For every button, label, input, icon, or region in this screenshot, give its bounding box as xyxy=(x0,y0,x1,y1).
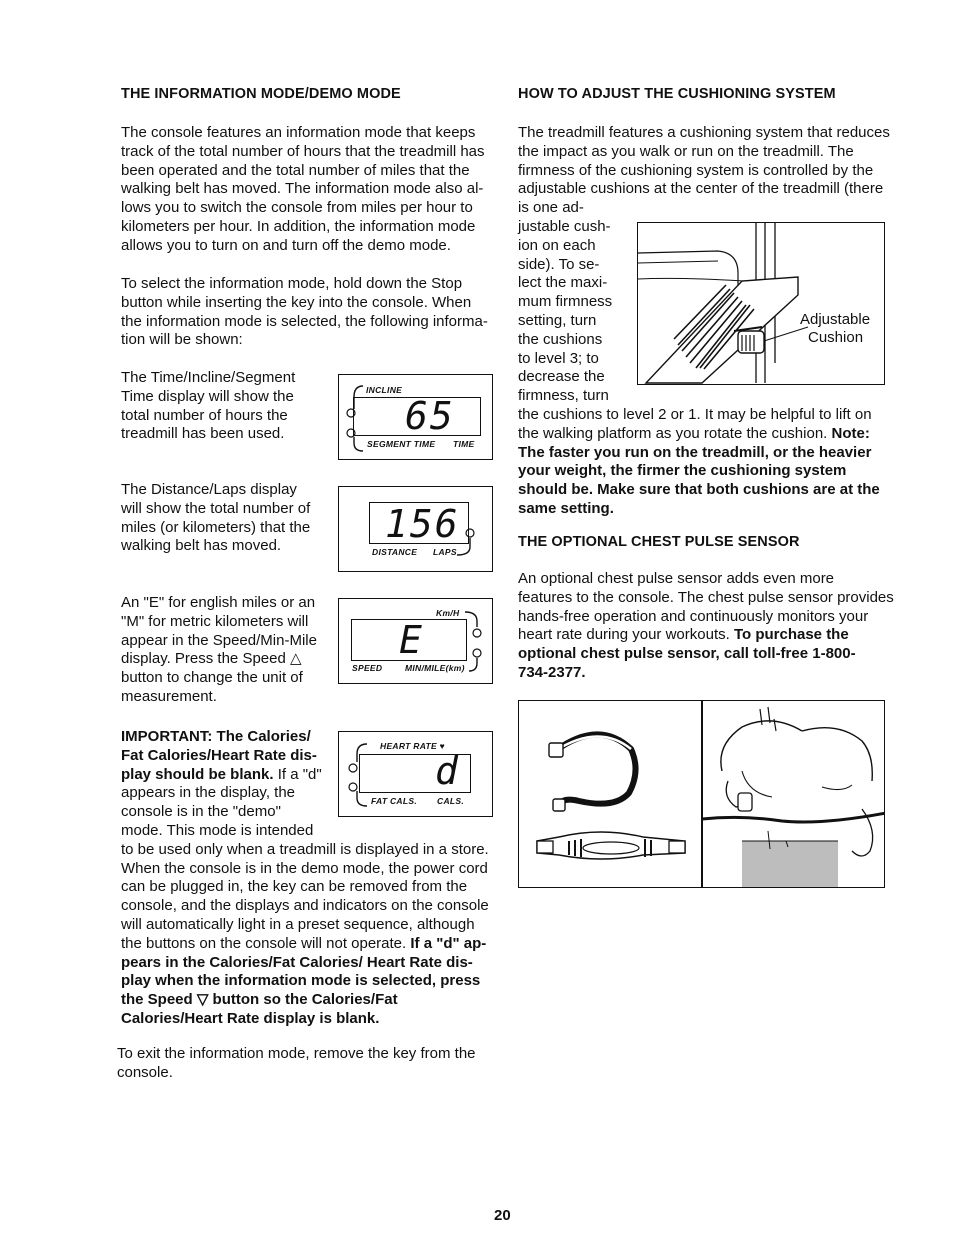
text-line: walking belt has moved. The information mode also al- xyxy=(121,180,484,198)
indicator-bracket-icon xyxy=(463,603,489,677)
indicator-bracket-icon xyxy=(343,740,373,810)
text-line: Calories/Heart Rate display is blank. xyxy=(121,1009,380,1027)
text-line: Time display will show the xyxy=(121,387,294,405)
text-line: walking belt has moved. xyxy=(121,537,282,555)
distance-display-paragraph xyxy=(121,481,310,556)
text-line: miles (or kilometers) that the xyxy=(121,518,311,536)
page-number: 20 xyxy=(494,1207,511,1224)
text-line: An "E" for english miles or an xyxy=(121,594,316,611)
incline-label: INCLINE xyxy=(366,385,403,395)
text-line: play when the information mode is selected, press xyxy=(121,972,481,990)
text-line: the buttons on the console will not operate. If a "d" ap- xyxy=(121,934,487,952)
info-mode-paragraph-1 xyxy=(121,124,485,256)
text-line: justable cush- xyxy=(518,218,611,235)
speed-label: SPEED xyxy=(352,663,383,673)
text-line: measurement. xyxy=(121,687,217,705)
text-line: 734-2377. xyxy=(518,663,586,681)
text-line: firmness, turn xyxy=(518,387,609,405)
text-line: will show the total number of xyxy=(121,499,311,517)
text-line: The faster you run on the treadmill, or the heavier xyxy=(518,443,872,461)
text-line: can be plugged in, the key can be removed from the xyxy=(121,878,468,896)
chest-pulse-sensor-illustration xyxy=(518,700,885,888)
calories-heart-rate-display xyxy=(338,731,493,817)
info-mode-heading: THE INFORMATION MODE/DEMO MODE xyxy=(121,86,401,102)
text-line: firmness of the cushioning system is controlled by the xyxy=(518,161,874,179)
indicator-bracket-icon xyxy=(343,383,367,453)
exit-info-paragraph xyxy=(117,1045,476,1083)
cushioning-paragraph-top xyxy=(518,124,890,218)
text-line: console. xyxy=(117,1063,173,1081)
text-line: The Distance/Laps display xyxy=(121,481,297,498)
text-line: optional chest pulse sensor, call toll-free 1-800- xyxy=(518,645,856,663)
fat-cals-label: FAT CALS. xyxy=(371,796,417,806)
text-line: "M" for metric kilometers will xyxy=(121,612,309,630)
important-paragraph: IMPORTANT: The Calories/ Fat Calories/Heart Rate dis- play should be blank. If a "d" appears in the display, the console is in the "demo" mode. This mode is intended to be used only when a treadmill is displayed in a store. When the console is in the demo mode, the power cord can be plugged in, the key can be removed from the console, and the displays and indicators on the console will automatically light in a preset sequence, although the buttons on the console will not operate. If a "d" ap- pears in the Calories/Fat Calories/ Heart Rate dis- play when the information mode is selected, press the Speed ▽ button so the Calories/Fat Calories/Heart Rate display is blank. xyxy=(121,728,501,1029)
text-line: track of the total number of hours that the treadmill has xyxy=(121,142,485,160)
heart-rate-label: HEART RATE ♥ xyxy=(380,741,446,751)
text-line: lows you to switch the console from miles per hour to xyxy=(121,199,473,217)
text-line: features to the console. The chest pulse sensor provides xyxy=(518,588,894,606)
text-line: To exit the information mode, remove the key from the xyxy=(117,1045,476,1062)
text-line: allows you to turn on and turn off the demo mode. xyxy=(121,236,451,254)
text-line: hands-free operation and continuously monitors your xyxy=(518,607,869,625)
treadmill-cushion-drawing xyxy=(638,223,885,385)
text-line: pears in the Calories/Fat Calories/ Heart Rate dis- xyxy=(121,953,473,971)
chest-pulse-paragraph: An optional chest pulse sensor adds even more features to the console. The chest pulse sensor provides hands-free operation and continuously monitors your heart rate during your workouts. To purchase the optional chest pulse sensor, call toll-free 1-800- 734-2377. xyxy=(518,570,908,683)
text-line: When the console is in the demo mode, the power cord xyxy=(121,859,488,877)
text-line: will automatically light in a preset sequence, although xyxy=(121,915,475,933)
text-line: your weight, the firmer the cushioning system xyxy=(518,462,847,480)
time-display-paragraph xyxy=(121,369,295,444)
speed-display-paragraph xyxy=(121,594,317,707)
text-line: is one ad- xyxy=(518,199,584,217)
text-line: The Time/Incline/Segment xyxy=(121,369,296,386)
cushioning-heading: HOW TO ADJUST THE CUSHIONING SYSTEM xyxy=(518,86,836,102)
text-line: to be used only when a treadmill is displayed in a store. xyxy=(121,840,489,858)
text-line: button to change the unit of xyxy=(121,669,303,687)
indicator-bracket-icon xyxy=(451,525,481,559)
text-line: the information mode is selected, the following informa- xyxy=(121,312,488,330)
text-line: the Speed ▽ button so the Calories/Fat xyxy=(121,991,398,1009)
text-line: tion will be shown: xyxy=(121,331,243,349)
text-line: The treadmill features a cushioning system that reduces xyxy=(518,124,890,141)
person-wearing-strap-drawing xyxy=(702,701,885,888)
kmh-label: Km/H xyxy=(436,608,460,618)
text-line: kilometers per hour. In addition, the information mode xyxy=(121,217,476,235)
laps-label: LAPS xyxy=(433,547,457,557)
distance-label: DISTANCE xyxy=(372,547,418,557)
info-mode-paragraph-2 xyxy=(121,275,488,350)
text-line: to level 3; to xyxy=(518,349,599,367)
text-line: adjustable cushions at the center of the treadmill (there xyxy=(518,180,884,198)
chest-strap-drawing xyxy=(519,701,701,888)
text-line: display. Press the Speed △ xyxy=(121,650,302,668)
text-line: lect the maxi- xyxy=(518,274,608,292)
text-line: same setting. xyxy=(518,499,614,517)
text-line: console, and the displays and indicators on the console xyxy=(121,897,489,915)
text-line: console is in the "demo" xyxy=(121,803,281,821)
text-line: The console features an information mode that keeps xyxy=(121,124,476,141)
time-incline-segment-display xyxy=(338,374,493,460)
text-line: mum firmness xyxy=(518,293,613,311)
lcd-digits: 65 xyxy=(405,394,455,438)
speed-min-mile-display xyxy=(338,598,493,684)
text-line: ion on each xyxy=(518,236,596,254)
text-line: setting, turn xyxy=(518,311,597,329)
chest-pulse-heading: THE OPTIONAL CHEST PULSE SENSOR xyxy=(518,534,800,550)
text-line: side). To se- xyxy=(518,255,600,273)
segment-time-label: SEGMENT TIME xyxy=(367,439,436,449)
cals-label: CALS. xyxy=(437,796,464,806)
text-line: been operated and the total number of miles that the xyxy=(121,161,470,179)
text-line: the cushions xyxy=(518,330,603,348)
distance-laps-display xyxy=(338,486,493,572)
text-line: To select the information mode, hold down the Stop xyxy=(121,275,463,292)
text-line: button while inserting the key into the console. When xyxy=(121,293,472,311)
cushioning-paragraph-narrow xyxy=(518,218,612,406)
min-mile-label: MIN/MILE(km) xyxy=(405,663,465,673)
text-line: appears in the display, the xyxy=(121,784,296,802)
text-line: should be. Make sure that both cushions are at the xyxy=(518,481,880,499)
cushion-illustration xyxy=(637,222,885,385)
text-line: the impact as you walk or run on the treadmill. The xyxy=(518,142,854,160)
text-line: decrease the xyxy=(518,368,605,386)
adjustable-cushion-label: Adjustable Cushion xyxy=(800,311,871,346)
text-line: An optional chest pulse sensor adds even more xyxy=(518,570,835,587)
text-line: mode. This mode is intended xyxy=(121,821,314,839)
lcd-digits: 156 xyxy=(385,502,460,546)
lcd-digits: d xyxy=(435,749,460,793)
text-line: total number of hours the xyxy=(121,406,288,424)
lcd-digits: E xyxy=(399,618,424,662)
text-line: appear in the Speed/Min-Mile xyxy=(121,631,317,649)
time-label: TIME xyxy=(453,439,475,449)
cushioning-paragraph-cont: the cushions to level 2 or 1. It may be helpful to lift on the walking platform as you rotate the cushion. Note: The faster you run on the treadmill, or the heavier your weight, the firmer the cushioning system should be. Make sure that both cushions are at the same setting. xyxy=(518,406,908,519)
text-line: treadmill has been used. xyxy=(121,425,285,443)
